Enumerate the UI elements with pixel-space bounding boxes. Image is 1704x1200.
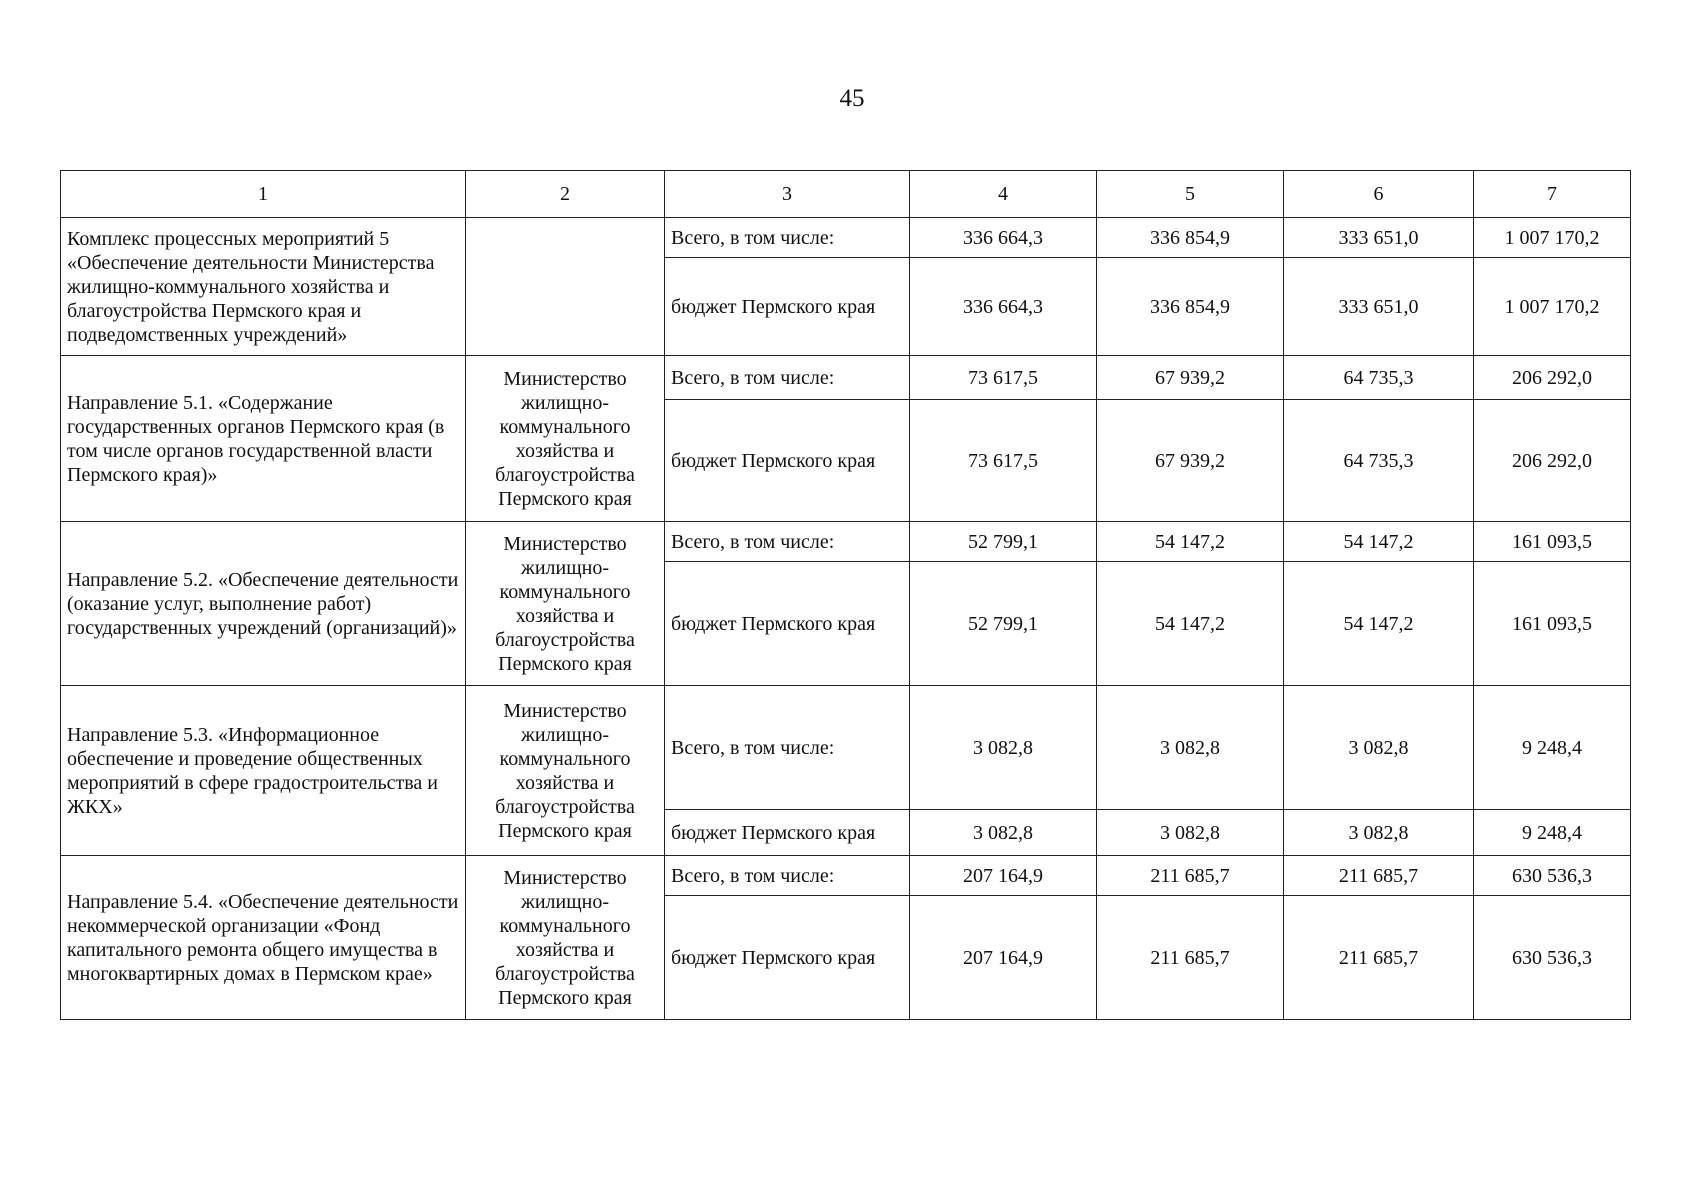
header-cell-2: 2 [466,171,665,218]
value-col-5: 3 082,8 [1097,810,1284,856]
header-cell-5: 5 [1097,171,1284,218]
table-row [61,356,1631,400]
direction-name-cell [61,686,466,856]
value-col-6: 211 685,7 [1284,856,1474,896]
executor-cell [466,218,665,356]
value-col-6: 3 082,8 [1284,686,1474,810]
value-col-7: 1 007 170,2 [1474,218,1631,258]
value-col-5: 336 854,9 [1097,218,1284,258]
executor-name: Министерство жилищно-коммунального хозяйства и благоустройства Пермского края [495,866,635,1009]
value-col-5: 336 854,9 [1097,258,1284,356]
executor-name: Министерство жилищно-коммунального хозяйства и благоустройства Пермского края [495,532,635,675]
direction-name-cell [61,356,466,522]
value-col-5: 67 939,2 [1097,400,1284,522]
funding-source: Всего, в том числе: [665,218,910,258]
value-col-4: 336 664,3 [910,258,1097,356]
value-col-6: 211 685,7 [1284,896,1474,1020]
funding-source: бюджет Пермского края [665,258,910,356]
value-col-4: 207 164,9 [910,856,1097,896]
value-col-7: 161 093,5 [1474,522,1631,562]
value-col-4: 52 799,1 [910,562,1097,686]
header-cell-7: 7 [1474,171,1631,218]
funding-source: Всего, в том числе: [665,686,910,810]
value-col-4: 3 082,8 [910,810,1097,856]
table-row [61,856,1631,896]
funding-source: Всего, в том числе: [665,356,910,400]
funding-source: Всего, в том числе: [665,856,910,896]
value-col-5: 54 147,2 [1097,562,1284,686]
value-col-7: 161 093,5 [1474,562,1631,686]
page-number: 45 [839,85,865,112]
funding-source: бюджет Пермского края [665,896,910,1020]
value-col-5: 54 147,2 [1097,522,1284,562]
executor-cell [466,522,665,686]
value-col-7: 9 248,4 [1474,810,1631,856]
value-col-4: 207 164,9 [910,896,1097,1020]
value-col-7: 206 292,0 [1474,400,1631,522]
header-cell-4: 4 [910,171,1097,218]
executor-cell [466,356,665,522]
funding-source: бюджет Пермского края [665,400,910,522]
value-col-6: 54 147,2 [1284,562,1474,686]
direction-name: Направление 5.3. «Информационное обеспечение и проведение общественных мероприятий в сфере градостроительства и ЖКХ» [67,723,438,818]
executor-cell [466,856,665,1020]
value-col-5: 67 939,2 [1097,356,1284,400]
program-name-cell [61,218,466,356]
direction-name: Направление 5.1. «Содержание государственных органов Пермского края (в том числе органов государственной власти Пермского края)» [67,391,445,486]
executor-name: Министерство жилищно-коммунального хозяйства и благоустройства Пермского края [495,367,635,510]
value-col-5: 211 685,7 [1097,896,1284,1020]
funding-source: бюджет Пермского края [665,562,910,686]
value-col-7: 630 536,3 [1474,896,1631,1020]
value-col-6: 333 651,0 [1284,218,1474,258]
table-row [61,522,1631,562]
value-col-7: 206 292,0 [1474,356,1631,400]
header-row [61,171,1631,218]
value-col-7: 9 248,4 [1474,686,1631,810]
value-col-4: 3 082,8 [910,686,1097,810]
value-col-6: 54 147,2 [1284,522,1474,562]
value-col-4: 52 799,1 [910,522,1097,562]
table-row [61,218,1631,258]
value-col-4: 73 617,5 [910,400,1097,522]
value-col-4: 73 617,5 [910,356,1097,400]
budget-table [60,170,1631,1020]
value-col-4: 336 664,3 [910,218,1097,258]
direction-name-cell [61,856,466,1020]
executor-name [472,285,658,289]
direction-name: Направление 5.4. «Обеспечение деятельности некоммерческой организации «Фонд капитального ремонта общего имущества в многоквартирных домах в Пермском крае» [67,890,459,985]
executor-cell [466,686,665,856]
header-cell-1: 1 [61,171,466,218]
value-col-5: 211 685,7 [1097,856,1284,896]
funding-source: бюджет Пермского края [665,810,910,856]
executor-name: Министерство жилищно-коммунального хозяйства и благоустройства Пермского края [495,699,635,842]
header-cell-6: 6 [1284,171,1474,218]
value-col-6: 3 082,8 [1284,810,1474,856]
value-col-6: 333 651,0 [1284,258,1474,356]
value-col-7: 630 536,3 [1474,856,1631,896]
funding-source: Всего, в том числе: [665,522,910,562]
program-name: Комплекс процессных мероприятий 5 «Обеспечение деятельности Министерства жилищно-коммунального хозяйства и благоустройства Пермского края и подведомственных учреждений» [67,227,435,346]
direction-name: Направление 5.2. «Обеспечение деятельности (оказание услуг, выполнение работ) государственных учреждений (организаций)» [67,568,459,639]
value-col-6: 64 735,3 [1284,356,1474,400]
direction-name-cell [61,522,466,686]
table-row [61,686,1631,810]
value-col-6: 64 735,3 [1284,400,1474,522]
value-col-5: 3 082,8 [1097,686,1284,810]
value-col-7: 1 007 170,2 [1474,258,1631,356]
header-cell-3: 3 [665,171,910,218]
